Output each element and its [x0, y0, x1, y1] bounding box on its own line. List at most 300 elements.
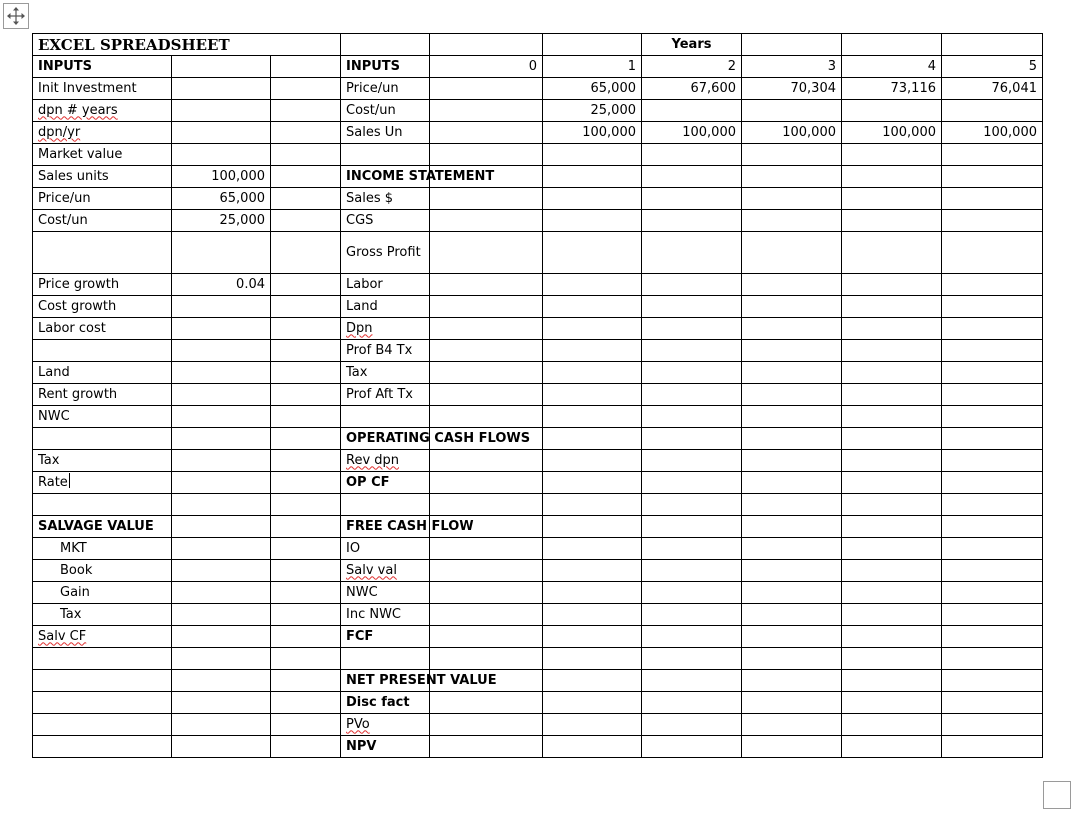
- table-cell[interactable]: [543, 648, 642, 670]
- free-cash-flow-header[interactable]: FREE CASH FLOW: [341, 516, 430, 538]
- rent-growth-label[interactable]: Rent growth: [33, 384, 172, 406]
- table-cell[interactable]: [172, 318, 271, 340]
- year-header-1[interactable]: 1: [543, 56, 642, 78]
- table-cell[interactable]: [842, 450, 942, 472]
- table-cell[interactable]: [942, 296, 1043, 318]
- table-cell[interactable]: [543, 538, 642, 560]
- table-cell[interactable]: [33, 428, 172, 450]
- table-cell[interactable]: [742, 166, 842, 188]
- gain-label[interactable]: Gain: [33, 582, 172, 604]
- table-cell[interactable]: [742, 714, 842, 736]
- table-cell[interactable]: [942, 188, 1043, 210]
- table-cell[interactable]: [430, 34, 543, 56]
- table-cell[interactable]: [942, 166, 1043, 188]
- table-cell[interactable]: [742, 100, 842, 122]
- table-cell[interactable]: [942, 582, 1043, 604]
- sales-year-2[interactable]: 100,000: [642, 122, 742, 144]
- table-cell[interactable]: [543, 188, 642, 210]
- table-cell[interactable]: [942, 34, 1043, 56]
- table-cell[interactable]: [430, 144, 543, 166]
- price-year-2[interactable]: 67,600: [642, 78, 742, 100]
- table-cell[interactable]: [172, 670, 271, 692]
- table-cell[interactable]: [172, 296, 271, 318]
- table-cell[interactable]: [33, 232, 172, 274]
- table-cell[interactable]: [642, 736, 742, 758]
- table-cell[interactable]: [942, 714, 1043, 736]
- table-cell[interactable]: [172, 582, 271, 604]
- prof-b4-tx-label[interactable]: Prof B4 Tx: [341, 340, 430, 362]
- table-cell[interactable]: [430, 384, 543, 406]
- table-cell[interactable]: [172, 736, 271, 758]
- table-cell[interactable]: [842, 494, 942, 516]
- table-cell[interactable]: [642, 188, 742, 210]
- table-cell[interactable]: [642, 100, 742, 122]
- table-cell[interactable]: [271, 340, 341, 362]
- table-cell[interactable]: [172, 384, 271, 406]
- sales-units-label[interactable]: Sales units: [33, 166, 172, 188]
- sales-year-1[interactable]: 100,000: [543, 122, 642, 144]
- table-cell[interactable]: [172, 144, 271, 166]
- table-cell[interactable]: [942, 144, 1043, 166]
- table-cell[interactable]: [842, 210, 942, 232]
- sales-year-5[interactable]: 100,000: [942, 122, 1043, 144]
- table-cell[interactable]: [942, 318, 1043, 340]
- disc-fact-label[interactable]: Disc fact: [341, 692, 430, 714]
- tax-is-label[interactable]: Tax: [341, 362, 430, 384]
- table-cell[interactable]: [172, 428, 271, 450]
- table-cell[interactable]: [842, 538, 942, 560]
- table-cell[interactable]: [842, 428, 942, 450]
- table-cell[interactable]: [842, 318, 942, 340]
- table-cell[interactable]: [543, 144, 642, 166]
- table-cell[interactable]: [341, 144, 430, 166]
- table-cell[interactable]: [842, 188, 942, 210]
- table-cell[interactable]: [842, 516, 942, 538]
- year-header-2[interactable]: 2: [642, 56, 742, 78]
- table-cell[interactable]: [271, 56, 341, 78]
- tax-label[interactable]: Tax: [33, 450, 172, 472]
- table-cell[interactable]: [942, 494, 1043, 516]
- table-cell[interactable]: [742, 210, 842, 232]
- table-cell[interactable]: [642, 692, 742, 714]
- table-cell[interactable]: [842, 670, 942, 692]
- table-cell[interactable]: [430, 736, 543, 758]
- table-cell[interactable]: [842, 384, 942, 406]
- table-cell[interactable]: [172, 100, 271, 122]
- table-cell[interactable]: [642, 538, 742, 560]
- table-cell[interactable]: [33, 626, 172, 648]
- table-cell[interactable]: [33, 736, 172, 758]
- table-cell[interactable]: [942, 670, 1043, 692]
- table-cell[interactable]: [942, 692, 1043, 714]
- table-cell[interactable]: [172, 340, 271, 362]
- table-cell[interactable]: [430, 626, 543, 648]
- table-cell[interactable]: [942, 428, 1043, 450]
- cost-un-label[interactable]: Cost/un: [341, 100, 430, 122]
- land-label[interactable]: Land: [33, 362, 172, 384]
- sales-units-value[interactable]: 100,000: [172, 166, 271, 188]
- table-cell[interactable]: [942, 604, 1043, 626]
- table-cell[interactable]: [543, 714, 642, 736]
- table-cell[interactable]: [33, 692, 172, 714]
- year-header-4[interactable]: 4: [842, 56, 942, 78]
- table-cell[interactable]: [942, 472, 1043, 494]
- table-cell[interactable]: [271, 450, 341, 472]
- table-cell[interactable]: [543, 626, 642, 648]
- table-cell[interactable]: [543, 428, 642, 450]
- table-cell[interactable]: [842, 626, 942, 648]
- table-cell[interactable]: [543, 670, 642, 692]
- table-cell[interactable]: [430, 714, 543, 736]
- table-cell[interactable]: [172, 56, 271, 78]
- table-cell[interactable]: [430, 604, 543, 626]
- table-cell[interactable]: [271, 100, 341, 122]
- table-cell[interactable]: [742, 384, 842, 406]
- table-cell[interactable]: [942, 538, 1043, 560]
- table-cell[interactable]: [172, 362, 271, 384]
- table-cell[interactable]: [271, 362, 341, 384]
- inc-nwc-label[interactable]: Inc NWC: [341, 604, 430, 626]
- table-cell[interactable]: [543, 406, 642, 428]
- table-cell[interactable]: [271, 166, 341, 188]
- table-cell[interactable]: [842, 406, 942, 428]
- table-cell[interactable]: [642, 232, 742, 274]
- cost-year-1[interactable]: 25,000: [543, 100, 642, 122]
- mkt-label[interactable]: MKT: [33, 538, 172, 560]
- sales-dollars-label[interactable]: Sales $: [341, 188, 430, 210]
- table-cell[interactable]: [942, 406, 1043, 428]
- table-cell[interactable]: [942, 626, 1043, 648]
- book-label[interactable]: Book: [33, 560, 172, 582]
- table-cell[interactable]: [942, 516, 1043, 538]
- table-cell[interactable]: [271, 626, 341, 648]
- table-cell[interactable]: [842, 362, 942, 384]
- table-cell[interactable]: [271, 538, 341, 560]
- table-cell[interactable]: [33, 670, 172, 692]
- table-cell[interactable]: [742, 188, 842, 210]
- table-cell[interactable]: [430, 450, 543, 472]
- table-cell[interactable]: [430, 340, 543, 362]
- cost-growth-label[interactable]: Cost growth: [33, 296, 172, 318]
- table-cell[interactable]: [172, 692, 271, 714]
- table-cell[interactable]: [430, 362, 543, 384]
- table-cell[interactable]: [430, 538, 543, 560]
- table-cell[interactable]: [172, 604, 271, 626]
- table-cell[interactable]: [33, 648, 172, 670]
- table-cell[interactable]: [430, 318, 543, 340]
- table-cell[interactable]: [742, 736, 842, 758]
- table-cell[interactable]: [842, 274, 942, 296]
- table-cell[interactable]: [942, 736, 1043, 758]
- table-cell[interactable]: [642, 406, 742, 428]
- labor-cost-label[interactable]: Labor cost: [33, 318, 172, 340]
- yearly-inputs-header[interactable]: INPUTS: [341, 56, 430, 78]
- table-cell[interactable]: [642, 450, 742, 472]
- table-cell[interactable]: [172, 714, 271, 736]
- table-cell[interactable]: [742, 560, 842, 582]
- table-cell[interactable]: [430, 274, 543, 296]
- table-cell[interactable]: [742, 450, 842, 472]
- io-label[interactable]: IO: [341, 538, 430, 560]
- nwc-fcf-label[interactable]: NWC: [341, 582, 430, 604]
- cost-un-input-label[interactable]: Cost/un: [33, 210, 172, 232]
- table-cell[interactable]: [271, 714, 341, 736]
- table-cell[interactable]: [742, 340, 842, 362]
- table-cell[interactable]: [742, 144, 842, 166]
- table-cell[interactable]: [842, 100, 942, 122]
- sales-year-4[interactable]: 100,000: [842, 122, 942, 144]
- table-cell[interactable]: [271, 384, 341, 406]
- table-cell[interactable]: [742, 362, 842, 384]
- year-header-0[interactable]: 0: [430, 56, 543, 78]
- table-cell[interactable]: [942, 384, 1043, 406]
- table-cell[interactable]: [742, 626, 842, 648]
- table-cell[interactable]: [271, 274, 341, 296]
- table-cell[interactable]: [842, 736, 942, 758]
- table-cell[interactable]: [642, 648, 742, 670]
- table-cell[interactable]: [430, 560, 543, 582]
- table-cell[interactable]: [642, 582, 742, 604]
- table-cell[interactable]: [430, 210, 543, 232]
- table-cell[interactable]: [742, 428, 842, 450]
- table-cell[interactable]: [742, 296, 842, 318]
- table-cell[interactable]: [543, 472, 642, 494]
- table-cell[interactable]: [271, 648, 341, 670]
- table-cell[interactable]: [172, 626, 271, 648]
- table-cell[interactable]: [172, 122, 271, 144]
- table-cell[interactable]: [543, 604, 642, 626]
- table-cell[interactable]: [172, 516, 271, 538]
- labor-label[interactable]: Labor: [341, 274, 430, 296]
- table-cell[interactable]: [271, 296, 341, 318]
- table-cell[interactable]: [271, 232, 341, 274]
- table-cell[interactable]: [642, 516, 742, 538]
- cost-un-value[interactable]: 25,000: [172, 210, 271, 232]
- table-cell[interactable]: [742, 406, 842, 428]
- table-cell[interactable]: [942, 560, 1043, 582]
- price-growth-value[interactable]: 0.04: [172, 274, 271, 296]
- table-cell[interactable]: [341, 648, 430, 670]
- table-cell[interactable]: [430, 472, 543, 494]
- table-cell[interactable]: [271, 406, 341, 428]
- table-cell[interactable]: [341, 714, 430, 736]
- table-cell[interactable]: [271, 692, 341, 714]
- table-cell[interactable]: [543, 560, 642, 582]
- table-cell[interactable]: [742, 318, 842, 340]
- table-cell[interactable]: [842, 582, 942, 604]
- year-header-5[interactable]: 5: [942, 56, 1043, 78]
- table-cell[interactable]: [842, 560, 942, 582]
- op-cf-label[interactable]: OP CF: [341, 472, 430, 494]
- table-cell[interactable]: [842, 604, 942, 626]
- table-cell[interactable]: [642, 560, 742, 582]
- table-cell[interactable]: [33, 494, 172, 516]
- income-statement-header[interactable]: INCOME STATEMENT: [341, 166, 430, 188]
- npv-label[interactable]: NPV: [341, 736, 430, 758]
- table-cell[interactable]: [842, 232, 942, 274]
- operating-cash-flows-header[interactable]: OPERATING CASH FLOWS: [341, 428, 430, 450]
- inputs-header[interactable]: INPUTS: [33, 56, 172, 78]
- table-cell[interactable]: [341, 560, 430, 582]
- table-cell[interactable]: [742, 34, 842, 56]
- table-cell[interactable]: [33, 340, 172, 362]
- table-cell[interactable]: [172, 648, 271, 670]
- table-cell[interactable]: [642, 494, 742, 516]
- table-cell[interactable]: [742, 472, 842, 494]
- init-investment-label[interactable]: Init Investment: [33, 78, 172, 100]
- table-cell[interactable]: [842, 166, 942, 188]
- salvage-value-header[interactable]: SALVAGE VALUE: [33, 516, 172, 538]
- table-cell[interactable]: [642, 714, 742, 736]
- table-cell[interactable]: [543, 692, 642, 714]
- table-cell[interactable]: [271, 582, 341, 604]
- table-cell[interactable]: [543, 296, 642, 318]
- table-cell[interactable]: [172, 560, 271, 582]
- table-cell[interactable]: [742, 604, 842, 626]
- table-cell[interactable]: [642, 362, 742, 384]
- spreadsheet-table[interactable]: [32, 33, 1043, 758]
- price-year-5[interactable]: 76,041: [942, 78, 1043, 100]
- table-cell[interactable]: [172, 538, 271, 560]
- table-cell[interactable]: [172, 494, 271, 516]
- table-cell[interactable]: [430, 406, 543, 428]
- table-cell[interactable]: [271, 122, 341, 144]
- table-cell[interactable]: [271, 736, 341, 758]
- table-cell[interactable]: [742, 232, 842, 274]
- table-cell[interactable]: [642, 210, 742, 232]
- table-cell[interactable]: [543, 340, 642, 362]
- price-un-value[interactable]: 65,000: [172, 188, 271, 210]
- table-cell[interactable]: [742, 648, 842, 670]
- table-cell[interactable]: [543, 318, 642, 340]
- table-cell[interactable]: [642, 670, 742, 692]
- table-cell[interactable]: [742, 274, 842, 296]
- table-cell[interactable]: [942, 648, 1043, 670]
- table-cell[interactable]: [341, 318, 430, 340]
- table-cell[interactable]: [543, 516, 642, 538]
- table-cell[interactable]: [271, 428, 341, 450]
- salvage-tax-label[interactable]: Tax: [33, 604, 172, 626]
- table-cell[interactable]: [642, 340, 742, 362]
- table-cell[interactable]: [271, 516, 341, 538]
- table-cell[interactable]: [271, 604, 341, 626]
- spreadsheet-title[interactable]: EXCEL SPREADSHEET: [33, 34, 341, 56]
- table-cell[interactable]: [271, 78, 341, 100]
- table-cell[interactable]: [642, 318, 742, 340]
- table-cell[interactable]: [942, 450, 1043, 472]
- table-cell[interactable]: [543, 232, 642, 274]
- sales-un-label[interactable]: Sales Un: [341, 122, 430, 144]
- table-cell[interactable]: [430, 232, 543, 274]
- prof-aft-tx-label[interactable]: Prof Aft Tx: [341, 384, 430, 406]
- table-cell[interactable]: [430, 648, 543, 670]
- table-cell[interactable]: [271, 494, 341, 516]
- table-cell[interactable]: [271, 670, 341, 692]
- table-cell[interactable]: [642, 604, 742, 626]
- table-cell[interactable]: [271, 188, 341, 210]
- table-cell[interactable]: [430, 296, 543, 318]
- table-cell[interactable]: [430, 494, 543, 516]
- table-cell[interactable]: [430, 78, 543, 100]
- table-cell[interactable]: [842, 692, 942, 714]
- price-un-label[interactable]: Price/un: [341, 78, 430, 100]
- price-un-input-label[interactable]: Price/un: [33, 188, 172, 210]
- table-cell[interactable]: [842, 296, 942, 318]
- table-cell[interactable]: [642, 626, 742, 648]
- table-cell[interactable]: [271, 472, 341, 494]
- land-is-label[interactable]: Land: [341, 296, 430, 318]
- table-cell[interactable]: [271, 210, 341, 232]
- table-cell[interactable]: [271, 560, 341, 582]
- table-cell[interactable]: [172, 232, 271, 274]
- table-cell[interactable]: [543, 34, 642, 56]
- table-cell[interactable]: [742, 692, 842, 714]
- table-cell[interactable]: [543, 736, 642, 758]
- table-cell[interactable]: [842, 648, 942, 670]
- year-header-3[interactable]: 3: [742, 56, 842, 78]
- table-cell[interactable]: [430, 692, 543, 714]
- price-growth-label[interactable]: Price growth: [33, 274, 172, 296]
- table-cell[interactable]: [942, 362, 1043, 384]
- table-cell[interactable]: [430, 122, 543, 144]
- table-cell[interactable]: [33, 100, 172, 122]
- table-cell[interactable]: [341, 406, 430, 428]
- table-cell[interactable]: [172, 406, 271, 428]
- cgs-label[interactable]: CGS: [341, 210, 430, 232]
- table-cell[interactable]: [642, 296, 742, 318]
- table-cell[interactable]: [742, 582, 842, 604]
- table-cell[interactable]: [942, 340, 1043, 362]
- table-cell[interactable]: [33, 472, 172, 494]
- table-move-handle[interactable]: [3, 3, 29, 29]
- gross-profit-label[interactable]: Gross Profit: [341, 232, 430, 274]
- table-cell[interactable]: [172, 450, 271, 472]
- net-present-value-header[interactable]: NET PRESENT VALUE: [341, 670, 430, 692]
- sales-year-3[interactable]: 100,000: [742, 122, 842, 144]
- table-cell[interactable]: [942, 100, 1043, 122]
- table-cell[interactable]: [543, 582, 642, 604]
- table-cell[interactable]: [430, 100, 543, 122]
- table-cell[interactable]: [942, 232, 1043, 274]
- table-cell[interactable]: [543, 384, 642, 406]
- table-cell[interactable]: [430, 188, 543, 210]
- table-cell[interactable]: [271, 318, 341, 340]
- table-cell[interactable]: [543, 450, 642, 472]
- table-cell[interactable]: [33, 122, 172, 144]
- table-cell[interactable]: [642, 274, 742, 296]
- table-cell[interactable]: [642, 384, 742, 406]
- price-year-1[interactable]: 65,000: [543, 78, 642, 100]
- table-resize-handle[interactable]: [1043, 781, 1071, 809]
- table-cell[interactable]: [642, 428, 742, 450]
- table-cell[interactable]: [172, 472, 271, 494]
- table-cell[interactable]: [33, 714, 172, 736]
- market-value-label[interactable]: Market value: [33, 144, 172, 166]
- table-cell[interactable]: [543, 362, 642, 384]
- table-cell[interactable]: [842, 472, 942, 494]
- table-cell[interactable]: [942, 210, 1043, 232]
- price-year-3[interactable]: 70,304: [742, 78, 842, 100]
- table-cell[interactable]: [642, 472, 742, 494]
- price-year-4[interactable]: 73,116: [842, 78, 942, 100]
- years-label[interactable]: Years: [642, 34, 742, 56]
- table-cell[interactable]: [543, 494, 642, 516]
- fcf-label[interactable]: FCF: [341, 626, 430, 648]
- table-cell[interactable]: [543, 166, 642, 188]
- table-cell[interactable]: [742, 538, 842, 560]
- table-cell[interactable]: [642, 166, 742, 188]
- table-cell[interactable]: [742, 670, 842, 692]
